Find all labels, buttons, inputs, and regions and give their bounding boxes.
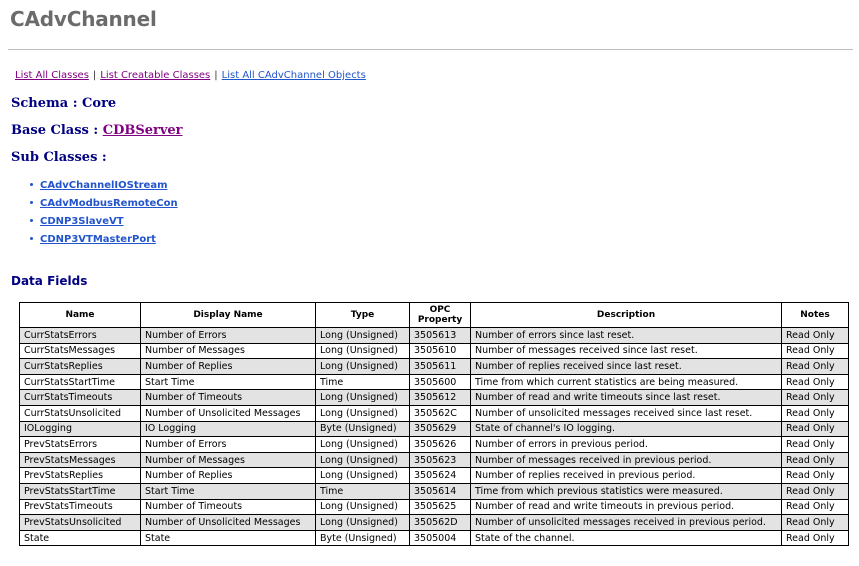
cell-type: Long (Unsigned)	[316, 405, 410, 421]
table-row	[20, 328, 849, 344]
table-row	[20, 515, 849, 531]
list-all-classes-link[interactable]: List All Classes	[15, 70, 89, 81]
cell-notes: Read Only	[782, 343, 849, 359]
header-opc-line2: Property	[417, 315, 463, 325]
cell-name: CurrStatsUnsolicited	[20, 405, 141, 421]
cell-opc-property: 3505611	[410, 359, 471, 375]
cell-type: Byte (Unsigned)	[316, 530, 410, 546]
cell-opc-property: 3505629	[410, 421, 471, 437]
list-creatable-classes-link[interactable]: List Creatable Classes	[100, 70, 211, 81]
list-all-objects-link[interactable]: List All CAdvChannel Objects	[221, 70, 366, 81]
cell-type: Long (Unsigned)	[316, 390, 410, 406]
subclass-link[interactable]: CAdvChannelIOStream	[40, 180, 168, 191]
cell-type: Long (Unsigned)	[316, 468, 410, 484]
cell-type: Long (Unsigned)	[316, 499, 410, 515]
cell-notes: Read Only	[782, 468, 849, 484]
bullet-icon	[30, 201, 33, 204]
bullet-icon	[30, 237, 33, 240]
list-item	[30, 215, 178, 233]
bullet-icon	[30, 219, 33, 222]
cell-name: CurrStatsReplies	[20, 359, 141, 375]
cell-notes: Read Only	[782, 359, 849, 375]
subclass-link[interactable]: CDNP3VTMasterPort	[40, 234, 156, 245]
cell-description: Number of messages received since last reset.	[471, 343, 782, 359]
cell-notes: Read Only	[782, 328, 849, 344]
cell-description: Number of errors in previous period.	[471, 437, 782, 453]
cell-opc-property: 350562C	[410, 405, 471, 421]
cell-name: PrevStatsStartTime	[20, 483, 141, 499]
cell-type: Long (Unsigned)	[316, 515, 410, 531]
cell-type: Time	[316, 374, 410, 390]
table-row	[20, 421, 849, 437]
cell-type: Long (Unsigned)	[316, 359, 410, 375]
base-class-link[interactable]: CDBServer	[102, 123, 183, 138]
cell-display-name: Number of Timeouts	[141, 390, 316, 406]
table-row	[20, 483, 849, 499]
cell-type: Long (Unsigned)	[316, 437, 410, 453]
cell-description: State of the channel.	[471, 530, 782, 546]
table-row	[20, 499, 849, 515]
cell-display-name: Number of Unsolicited Messages	[141, 515, 316, 531]
cell-display-name: Number of Errors	[141, 328, 316, 344]
cell-type: Time	[316, 483, 410, 499]
cell-type: Long (Unsigned)	[316, 328, 410, 344]
schema-heading: Schema : Core	[11, 96, 117, 111]
table-row	[20, 437, 849, 453]
list-item	[30, 197, 178, 215]
cell-name: State	[20, 530, 141, 546]
table-row	[20, 374, 849, 390]
bullet-icon	[30, 183, 33, 186]
cell-name: PrevStatsMessages	[20, 452, 141, 468]
table-row	[20, 359, 849, 375]
cell-notes: Read Only	[782, 421, 849, 437]
cell-display-name: Start Time	[141, 374, 316, 390]
cell-opc-property: 3505626	[410, 437, 471, 453]
base-class-heading	[11, 123, 183, 138]
cell-display-name: IO Logging	[141, 421, 316, 437]
cell-opc-property: 350562D	[410, 515, 471, 531]
cell-notes: Read Only	[782, 390, 849, 406]
cell-opc-property: 3505600	[410, 374, 471, 390]
cell-display-name: State	[141, 530, 316, 546]
table-row	[20, 390, 849, 406]
cell-opc-property: 3505613	[410, 328, 471, 344]
nav-separator: |	[92, 70, 97, 81]
cell-notes: Read Only	[782, 374, 849, 390]
base-class-label: Base Class :	[11, 123, 103, 138]
data-fields-heading: Data Fields	[11, 274, 88, 288]
cell-description: Time from which current statistics are being measured.	[471, 374, 782, 390]
header-type: Type	[316, 303, 410, 328]
header-display-name: Display Name	[141, 303, 316, 328]
cell-name: PrevStatsTimeouts	[20, 499, 141, 515]
cell-notes: Read Only	[782, 499, 849, 515]
cell-notes: Read Only	[782, 483, 849, 499]
cell-description: Number of unsolicited messages received in previous period.	[471, 515, 782, 531]
cell-name: PrevStatsUnsolicited	[20, 515, 141, 531]
cell-display-name: Number of Messages	[141, 452, 316, 468]
cell-type: Long (Unsigned)	[316, 343, 410, 359]
cell-display-name: Number of Messages	[141, 343, 316, 359]
title-divider	[8, 49, 853, 50]
cell-opc-property: 3505625	[410, 499, 471, 515]
cell-display-name: Number of Unsolicited Messages	[141, 405, 316, 421]
cell-description: Number of read and write timeouts since last reset.	[471, 390, 782, 406]
cell-type: Byte (Unsigned)	[316, 421, 410, 437]
cell-notes: Read Only	[782, 452, 849, 468]
table-body	[20, 328, 849, 546]
sub-classes-list	[30, 179, 178, 251]
cell-description: State of channel's IO logging.	[471, 421, 782, 437]
cell-opc-property: 3505004	[410, 530, 471, 546]
cell-notes: Read Only	[782, 530, 849, 546]
cell-display-name: Number of Replies	[141, 468, 316, 484]
header-name: Name	[20, 303, 141, 328]
cell-opc-property: 3505623	[410, 452, 471, 468]
cell-opc-property: 3505624	[410, 468, 471, 484]
list-item	[30, 233, 178, 251]
list-item	[30, 179, 178, 197]
cell-description: Number of errors since last reset.	[471, 328, 782, 344]
subclass-link[interactable]: CDNP3SlaveVT	[40, 216, 124, 227]
header-opc-property	[410, 303, 471, 328]
cell-name: CurrStatsMessages	[20, 343, 141, 359]
nav-separator: |	[214, 70, 218, 81]
cell-description: Number of replies received in previous period.	[471, 468, 782, 484]
cell-opc-property: 3505612	[410, 390, 471, 406]
subclass-link[interactable]: CAdvModbusRemoteCon	[40, 198, 178, 209]
cell-description: Number of read and write timeouts in previous period.	[471, 499, 782, 515]
table-row	[20, 405, 849, 421]
cell-notes: Read Only	[782, 515, 849, 531]
cell-notes: Read Only	[782, 405, 849, 421]
cell-display-name: Number of Errors	[141, 437, 316, 453]
cell-name: IOLogging	[20, 421, 141, 437]
cell-name: CurrStatsTimeouts	[20, 390, 141, 406]
cell-display-name: Start Time	[141, 483, 316, 499]
cell-display-name: Number of Replies	[141, 359, 316, 375]
cell-description: Number of unsolicited messages received since last reset.	[471, 405, 782, 421]
cell-name: CurrStatsStartTime	[20, 374, 141, 390]
table-row	[20, 452, 849, 468]
sub-classes-heading: Sub Classes :	[11, 150, 107, 165]
header-opc-line1: OPC	[429, 305, 451, 315]
cell-name: CurrStatsErrors	[20, 328, 141, 344]
nav-links	[15, 70, 366, 81]
table-row	[20, 468, 849, 484]
header-description: Description	[471, 303, 782, 328]
table-row	[20, 530, 849, 546]
cell-description: Number of messages received in previous period.	[471, 452, 782, 468]
page-title: CAdvChannel	[10, 7, 157, 31]
table-header-row	[20, 303, 849, 328]
cell-opc-property: 3505610	[410, 343, 471, 359]
cell-notes: Read Only	[782, 437, 849, 453]
table-row	[20, 343, 849, 359]
cell-description: Number of replies received since last reset.	[471, 359, 782, 375]
cell-name: PrevStatsErrors	[20, 437, 141, 453]
cell-display-name: Number of Timeouts	[141, 499, 316, 515]
cell-description: Time from which previous statistics were measured.	[471, 483, 782, 499]
data-fields-table	[19, 302, 849, 546]
header-notes: Notes	[782, 303, 849, 328]
cell-opc-property: 3505614	[410, 483, 471, 499]
cell-type: Long (Unsigned)	[316, 452, 410, 468]
cell-name: PrevStatsReplies	[20, 468, 141, 484]
